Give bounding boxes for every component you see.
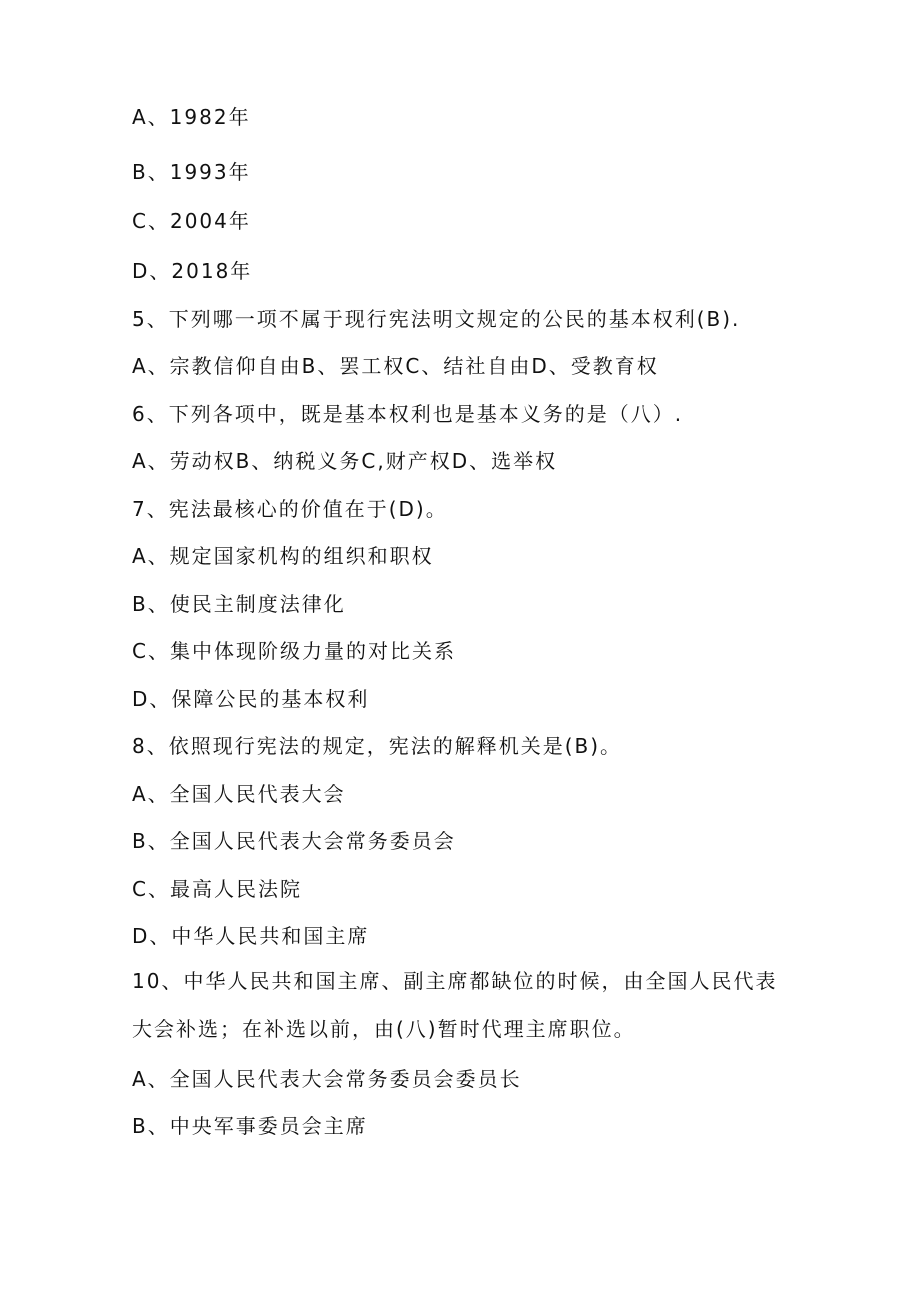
- question-8-option-c: C、最高人民法院: [132, 877, 302, 901]
- question-5: 5、下列哪一项不属于现行宪法明文规定的公民的基本权利(B).: [132, 307, 741, 331]
- question-8-option-b: B、全国人民代表大会常务委员会: [132, 829, 456, 853]
- question-7: 7、宪法最核心的价值在于(D)。: [132, 497, 448, 521]
- question-8-option-d: D、中华人民共和国主席: [132, 924, 370, 948]
- question-10-option-b: B、中央军事委员会主席: [132, 1114, 368, 1138]
- question-10: 10、中华人民共和国主席、副主席都缺位的时候，由全国人民代表大会补选；在补选以前，由(八)暂时代理主席职位。: [132, 969, 778, 1041]
- question-10-option-a: A、全国人民代表大会常务委员会委员长: [132, 1067, 522, 1091]
- question-6-options: A、劳动权B、纳税义务C,财产权D、选举权: [132, 449, 558, 473]
- option-a-1982: A、1982年: [132, 105, 251, 129]
- option-c-2004: C、2004年: [132, 209, 251, 233]
- question-7-option-d: D、保障公民的基本权利: [132, 687, 370, 711]
- question-5-options: A、宗教信仰自由B、罢工权C、结社自由D、受教育权: [132, 354, 659, 378]
- question-6: 6、下列各项中，既是基本权利也是基本义务的是（八）.: [132, 402, 684, 426]
- question-7-option-a: A、规定国家机构的组织和职权: [132, 544, 434, 568]
- question-7-option-c: C、集中体现阶级力量的对比关系: [132, 639, 456, 663]
- option-b-1993: B、1993年: [132, 160, 251, 184]
- question-7-option-b: B、使民主制度法律化: [132, 592, 346, 616]
- question-8-option-a: A、全国人民代表大会: [132, 782, 346, 806]
- option-d-2018: D、2018年: [132, 259, 253, 283]
- question-8: 8、依照现行宪法的规定，宪法的解释机关是(B)。: [132, 734, 623, 758]
